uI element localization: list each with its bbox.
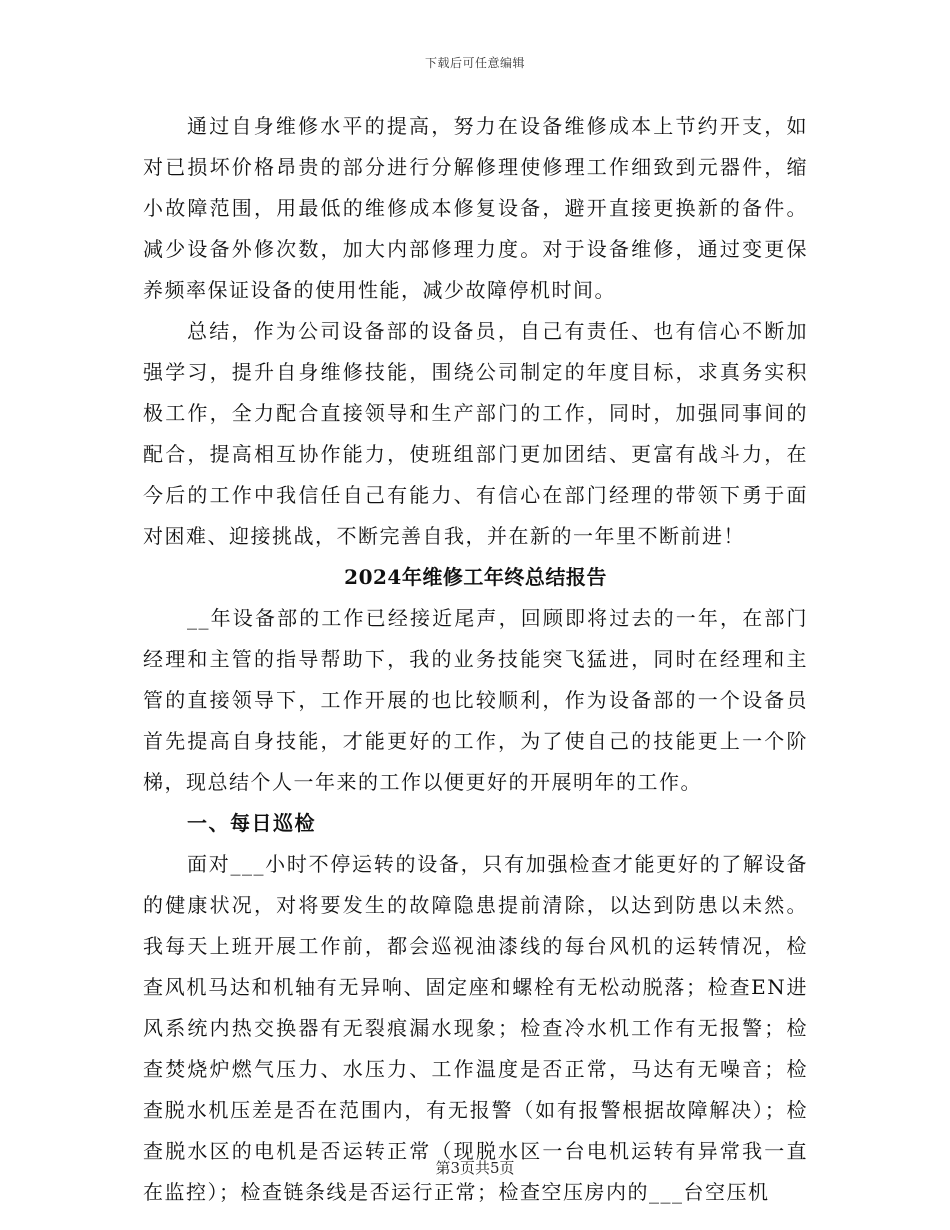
paragraph-daily-inspection: 面对___小时不停运转的设备，只有加强检查才能更好的了解设备的健康状况，对将要发生的故障隐患提前清除，以达到防患以未然。我每天上班开展工作前，都会巡视油漆线的每台风机的运转情况，检查风机马达和机轴有无异响、固定座和螺栓有无松动脱落；检查EN进风系统内热交换器有无裂痕漏水现象；检查冷水机工作有无报警；检查焚烧炉燃气压力、水压力、工作温度是否正常，马达有无噪音；检查脱水机压差是否在范围内，有无报警（如有报警根据故障解决）；检查脱水区的电机是否运转正常（现脱水区一台电机运转有异常我一直在监控）；检查链条线是否运行正常；检查空压房内的___台空压机 (143, 852, 808, 1204)
page-footer-page-number: 第3页共5页 (435, 1159, 515, 1177)
paragraph-summary: 总结，作为公司设备部的设备员，自己有责任、也有信心不断加强学习，提升自身维修技能，围绕公司制定的年度目标，求真务实积极工作，全力配合直接领导和生产部门的工作，同时，加强同事间的配合，提高相互协作能力，使班组部门更加团结、更富有战斗力，在今后的工作中我信任自己有能力、有信心在部门经理的带领下勇于面对困难、迎接挑战，不断完善自我，并在新的一年里不断前进！ (143, 319, 808, 548)
paragraph-maintenance-cost: 通过自身维修水平的提高，努力在设备维修成本上节约开支，如对已损坏价格昂贵的部分进行分解修理使修理工作细致到元器件，缩小故障范围，用最低的维修成本修复设备，避开直接更换新的备件。减少设备外修次数，加大内部修理力度。对于设备维修，通过变更保养频率保证设备的使用性能，减少故障停机时间。 (143, 114, 808, 302)
document-body (143, 106, 808, 1213)
paragraph-intro: __年设备部的工作已经接近尾声，回顾即将过去的一年，在部门经理和主管的指导帮助下，我的业务技能突飞猛进，同时在经理和主管的直接领导下，工作开展的也比较顺利，作为设备部的一个设备员首先提高自身技能，才能更好的工作，为了使自己的技能更上一个阶梯，现总结个人一年来的工作以便更好的开展明年的工作。 (143, 606, 808, 794)
section-heading-daily-inspection: 一、每日巡检 (187, 811, 316, 835)
report-title: 2024年维修工年终总结报告 (344, 565, 607, 589)
page-header: 下载后可任意编辑 (424, 56, 525, 70)
